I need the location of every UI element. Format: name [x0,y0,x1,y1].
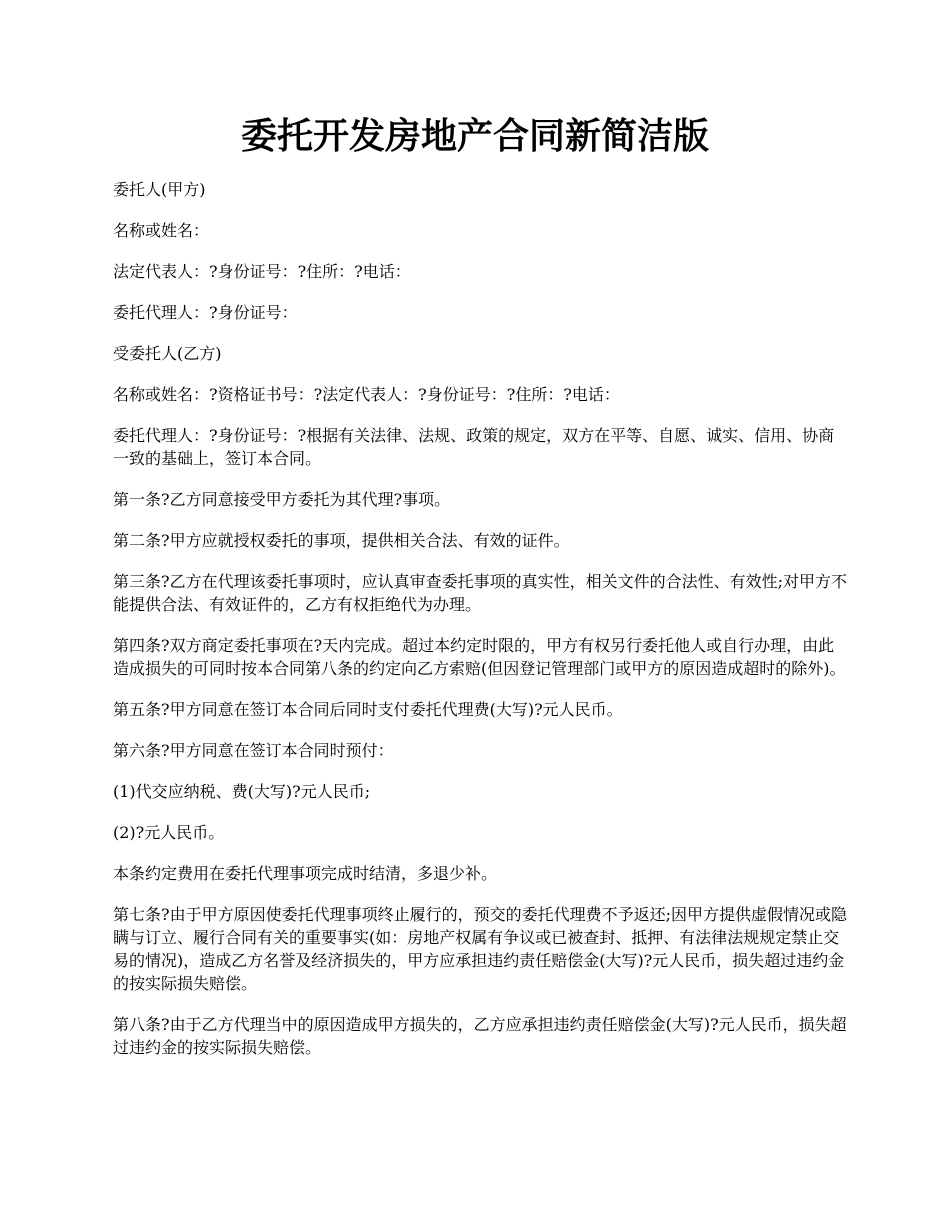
article-3: 第三条?乙方在代理该委托事项时，应认真审查委托事项的真实性，相关文件的合法性、有效性;对甲方不能提供合法、有效证件的，乙方有权拒绝代为办理。 [113,572,847,614]
paragraph-trustee-heading: 受委托人(乙方) [113,344,222,363]
paragraph-trustee-agent: 委托代理人：?身份证号：?根据有关法律、法规、政策的规定，双方在平等、自愿、诚实、信用、协商一致的基础上，签订本合同。 [113,426,835,468]
article-8: 第八条?由于乙方代理当中的原因造成甲方损失的，乙方应承担违约责任赔偿金(大写)?元人民币，损失超过违约金的按实际损失赔偿。 [113,1015,847,1057]
article-1: 第一条?乙方同意接受甲方委托为其代理?事项。 [113,490,451,509]
paragraph-trustee-name: 名称或姓名：?资格证书号：?法定代表人：?身份证号：?住所：?电话： [113,385,620,404]
document-title: 委托开发房地产合同新简洁版 [240,115,709,157]
article-7: 第七条?由于甲方原因使委托代理事项终止履行的，预交的委托代理费不予返还;因甲方提供虚假情况或隐瞒与订立、履行合同有关的重要事实(如：房地产权属有争议或已被查封、抵押、有法律法规规定禁止交易的情况)，造成乙方名誉及经济损失的，甲方应承担违约责任赔偿金(大写)?元人民币，损失超过违约金的按实际损失赔偿。 [113,905,847,993]
article-4: 第四条?双方商定委托事项在?天内完成。超过本约定时限的，甲方有权另行委托他人或自行办理，由此造成损失的可同时按本合同第八条的约定向乙方索赔(但因登记管理部门或甲方的原因造成超时的除外)。 [113,636,846,678]
paragraph-principal-agent: 委托代理人：?身份证号： [113,303,298,322]
article-2: 第二条?甲方应就授权委托的事项，提供相关合法、有效的证件。 [113,531,570,550]
paragraph-principal-name: 名称或姓名： [113,221,210,240]
article-6-item-1: (1)代交应纳税、费(大写)?元人民币; [113,782,371,801]
article-5: 第五条?甲方同意在签订本合同后同时支付委托代理费(大写)?元人民币。 [113,700,623,719]
document-body [113,178,848,1077]
paragraph-principal-legal-rep: 法定代表人：?身份证号：?住所：?电话： [113,262,411,281]
paragraph-principal-heading: 委托人(甲方) [113,180,206,199]
article-6: 第六条?甲方同意在签订本合同时预付： [113,741,394,760]
article-6-item-2: (2)?元人民币。 [113,823,225,842]
article-6-settlement: 本条约定费用在委托代理事项完成时结清，多退少补。 [113,864,498,883]
